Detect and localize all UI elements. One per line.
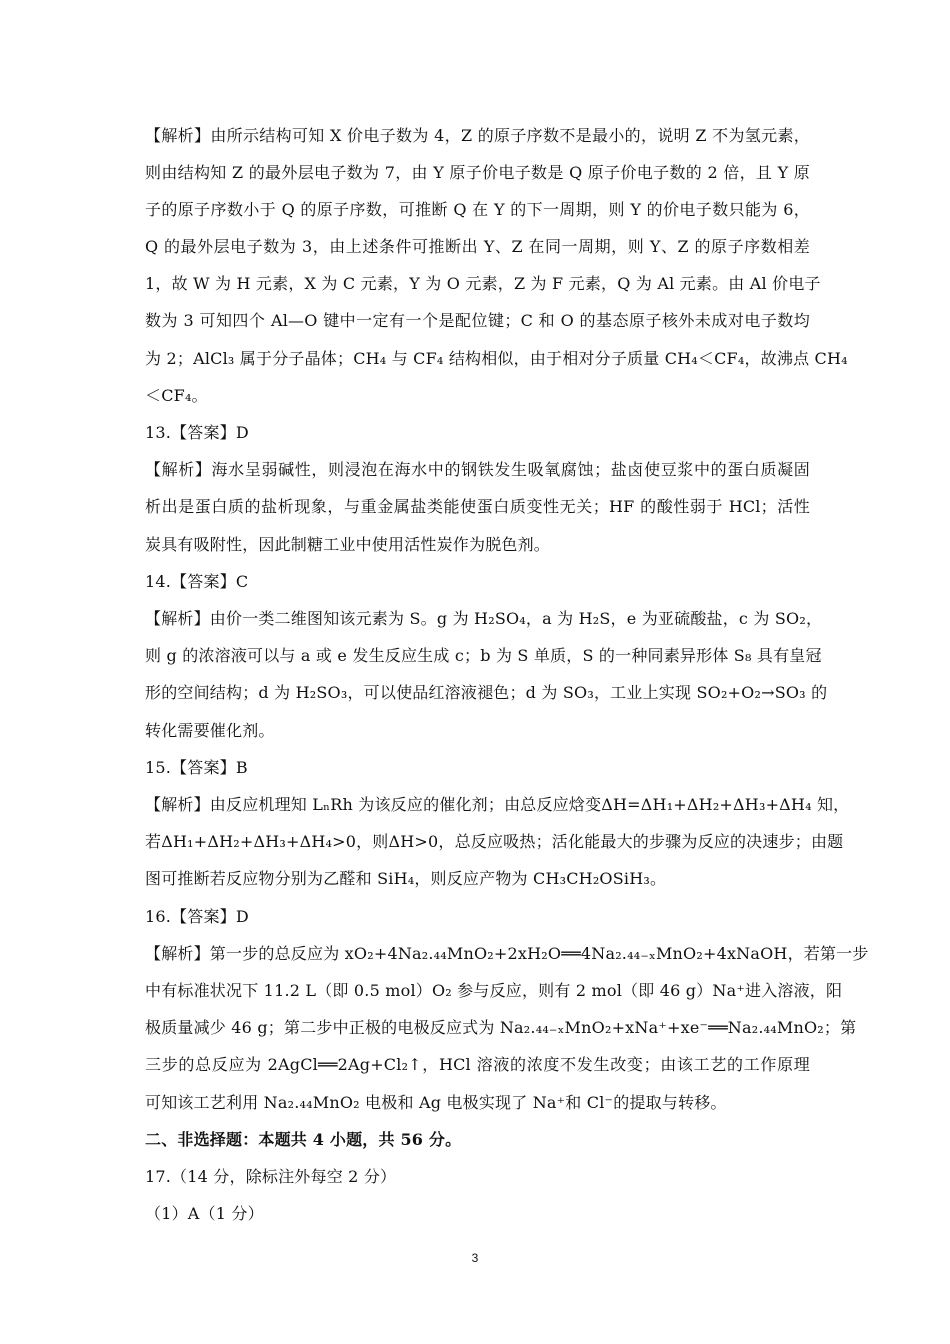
question-heading-17: 17.（14 分，除标注外每空 2 分） xyxy=(145,1167,397,1186)
text-line: 图可推断若反应物分别为乙醛和 SiH₄，则反应产物为 CH₃CH₂OSiH₃。 xyxy=(145,869,667,888)
answer-heading-13: 13.【答案】D xyxy=(145,423,249,442)
text-line: 【解析】由反应机理知 LₙRh 为该反应的催化剂；由总反应焓变ΔH=ΔH₁+ΔH₂+ΔH₃+ΔH₄ 知， xyxy=(145,795,850,814)
text-line: 三步的总反应为 2AgCl══2Ag+Cl₂↑，HCl 溶液的浓度不发生改变；由该工艺的工作原理 xyxy=(145,1055,810,1074)
text-line: 【解析】第一步的总反应为 xO₂+4Na₂.₄₄MnO₂+2xH₂O══4Na₂.₄₄₋ₓMnO₂+4xNaOH，若第一步 xyxy=(145,944,869,963)
text-line: 【解析】由价一类二维图知该元素为 S。g 为 H₂SO₄，a 为 H₂S，e 为亚硫酸盐，c 为 SO₂， xyxy=(145,609,823,628)
text-line: 【解析】海水呈弱碱性，则浸泡在海水中的钢铁发生吸氧腐蚀；盐卤使豆浆中的蛋白质凝固 xyxy=(145,460,810,479)
text-line: 【解析】由所示结构可知 X 价电子数为 4，Z 的原子序数不是最小的，说明 Z 不为氢元素， xyxy=(145,126,810,145)
text-line: 析出是蛋白质的盐析现象，与重金属盐类能使蛋白质变性无关；HF 的酸性弱于 HCl；活性 xyxy=(145,497,810,516)
text-line: Q 的最外层电子数为 3，由上述条件可推断出 Y、Z 在同一周期，则 Y、Z 的原子序数相差 xyxy=(145,237,810,256)
text-line: 子的原子序数小于 Q 的原子序数，可推断 Q 在 Y 的下一周期，则 Y 的价电子数只能为 6， xyxy=(145,200,810,219)
text-line: 则由结构知 Z 的最外层电子数为 7，由 Y 原子价电子数是 Q 原子价电子数的 2 倍，且 Y 原 xyxy=(145,163,810,182)
text-line: 转化需要催化剂。 xyxy=(145,721,275,740)
text-line: 可知该工艺利用 Na₂.₄₄MnO₂ 电极和 Ag 电极实现了 Na⁺和 Cl⁻的提取与转移。 xyxy=(145,1093,727,1112)
answer-heading-16: 16.【答案】D xyxy=(145,907,249,926)
text-line: 中有标准状况下 11.2 L（即 0.5 mol）O₂ 参与反应，则有 2 mol（即 46 g）Na⁺进入溶液，阳 xyxy=(145,981,843,1000)
text-line: 炭具有吸附性，因此制糖工业中使用活性炭作为脱色剂。 xyxy=(145,535,551,554)
text-line: ＜CF₄。 xyxy=(145,386,208,405)
text-line: 则 g 的浓溶液可以与 a 或 e 发生反应生成 c；b 为 S 单质，S 的一种同素异形体 S₈ 具有皇冠 xyxy=(145,646,822,665)
text-line: 1，故 W 为 H 元素，X 为 C 元素，Y 为 O 元素，Z 为 F 元素，Q 为 Al 元素。由 Al 价电子 xyxy=(145,274,821,293)
page-number: 3 xyxy=(471,1251,479,1265)
text-line: 极质量减少 46 g；第二步中正极的电极反应式为 Na₂.₄₄₋ₓMnO₂+xNa⁺+xe⁻══Na₂.₄₄MnO₂；第 xyxy=(145,1018,857,1037)
text-line: 数为 3 可知四个 Al—O 键中一定有一个是配位键；C 和 O 的基态原子核外未成对电子数均 xyxy=(145,311,810,330)
answer-heading-14: 14.【答案】C xyxy=(145,572,249,591)
text-line: 若ΔH₁+ΔH₂+ΔH₃+ΔH₄>0，则ΔH>0，总反应吸热；活化能最大的步骤为反应的决速步；由题 xyxy=(145,832,844,851)
answer-heading-15: 15.【答案】B xyxy=(145,758,248,777)
section-heading: 二、非选择题：本题共 4 小题，共 56 分。 xyxy=(145,1130,462,1149)
text-line: 为 2；AlCl₃ 属于分子晶体；CH₄ 与 CF₄ 结构相似，由于相对分子质量 CH₄＜CF₄，故沸点 CH₄ xyxy=(145,349,848,368)
text-line: 形的空间结构；d 为 H₂SO₃，可以使品红溶液褪色；d 为 SO₃，工业上实现 SO₂+O₂→SO₃ 的 xyxy=(145,683,828,702)
sub-answer: （1）A（1 分） xyxy=(145,1204,264,1223)
